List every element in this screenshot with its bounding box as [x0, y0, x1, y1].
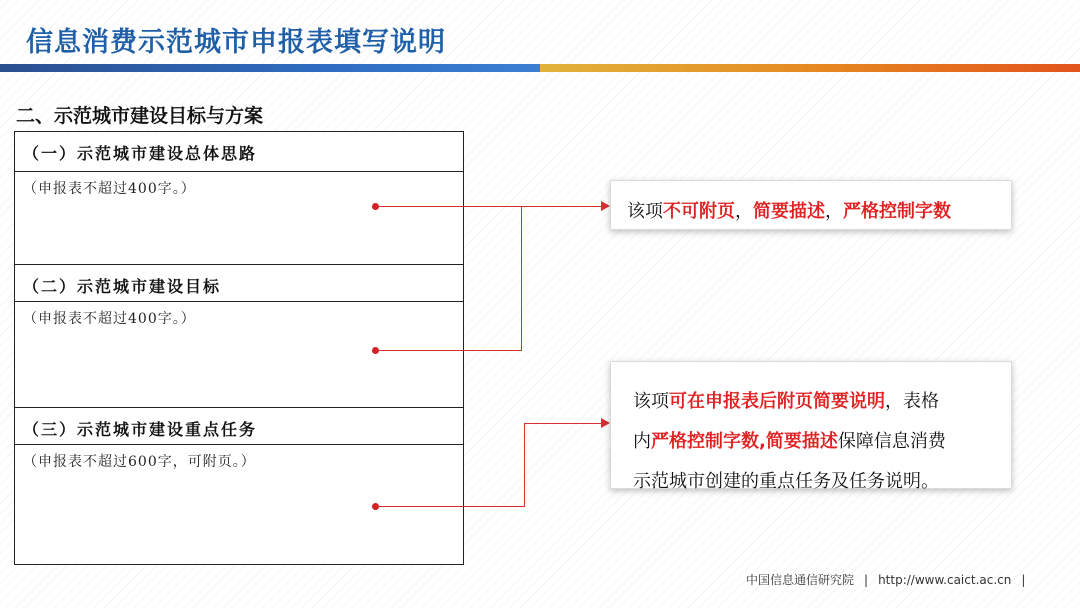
footer-org: 中国信息通信研究院	[746, 573, 855, 587]
connector-line-3	[376, 506, 525, 507]
note2-line-3: 示范城市创建的重点任务及任务说明。	[633, 471, 939, 492]
note1-highlight-1: 不可附页	[663, 201, 735, 222]
connector-line-3-vertical	[524, 423, 525, 507]
note1-highlight-2: 简要描述	[753, 201, 825, 222]
note1-highlight-3: 严格控制字数	[843, 201, 951, 222]
note2-text-2: 内	[633, 431, 651, 452]
note2-line-2	[633, 422, 1011, 462]
note2-prefix: 该项	[633, 391, 669, 412]
connector-line-1	[376, 206, 602, 207]
arrow-head-1	[601, 201, 610, 211]
footer-end: |	[1021, 573, 1026, 587]
application-form-table	[14, 131, 464, 565]
note1-sep-1: ，	[735, 201, 753, 222]
note2-line-1	[633, 382, 1011, 422]
row-2-header: （二）示范城市建设目标	[15, 265, 463, 302]
note2-highlight-1: 可在申报表后附页简要说明	[669, 391, 885, 412]
footer-separator: |	[864, 573, 869, 587]
title-bar-blue	[0, 64, 540, 72]
section-heading: 二、示范城市建设目标与方案	[16, 105, 264, 127]
title-bar-orange	[540, 64, 1080, 72]
connector-line-2-vertical	[521, 206, 522, 351]
note1-sep-2: ，	[825, 201, 843, 222]
arrow-head-3	[601, 418, 610, 428]
connector-line-3-top	[524, 423, 602, 424]
row-3-body: （申报表不超过600字，可附页。）	[23, 454, 256, 470]
page-title: 信息消费示范城市申报表填写说明	[26, 27, 446, 58]
row-1-header: （一）示范城市建设总体思路	[15, 132, 463, 172]
row-1-body: （申报表不超过400字。）	[15, 172, 463, 265]
note1-prefix: 该项	[627, 201, 663, 222]
note-box-1	[610, 180, 1012, 230]
connector-line-2	[376, 350, 522, 351]
row-2-body: （申报表不超过400字。）	[15, 302, 463, 408]
note2-highlight-2: 严格控制字数,简要描述	[651, 431, 838, 452]
note-box-2	[610, 361, 1012, 492]
footer	[746, 571, 1035, 588]
note2-text-3: 保障信息消费	[837, 431, 946, 452]
row-3-header: （三）示范城市建设重点任务	[15, 408, 463, 445]
note2-text-1: ，表格	[885, 391, 939, 412]
footer-url: http://www.caict.ac.cn	[878, 573, 1012, 587]
